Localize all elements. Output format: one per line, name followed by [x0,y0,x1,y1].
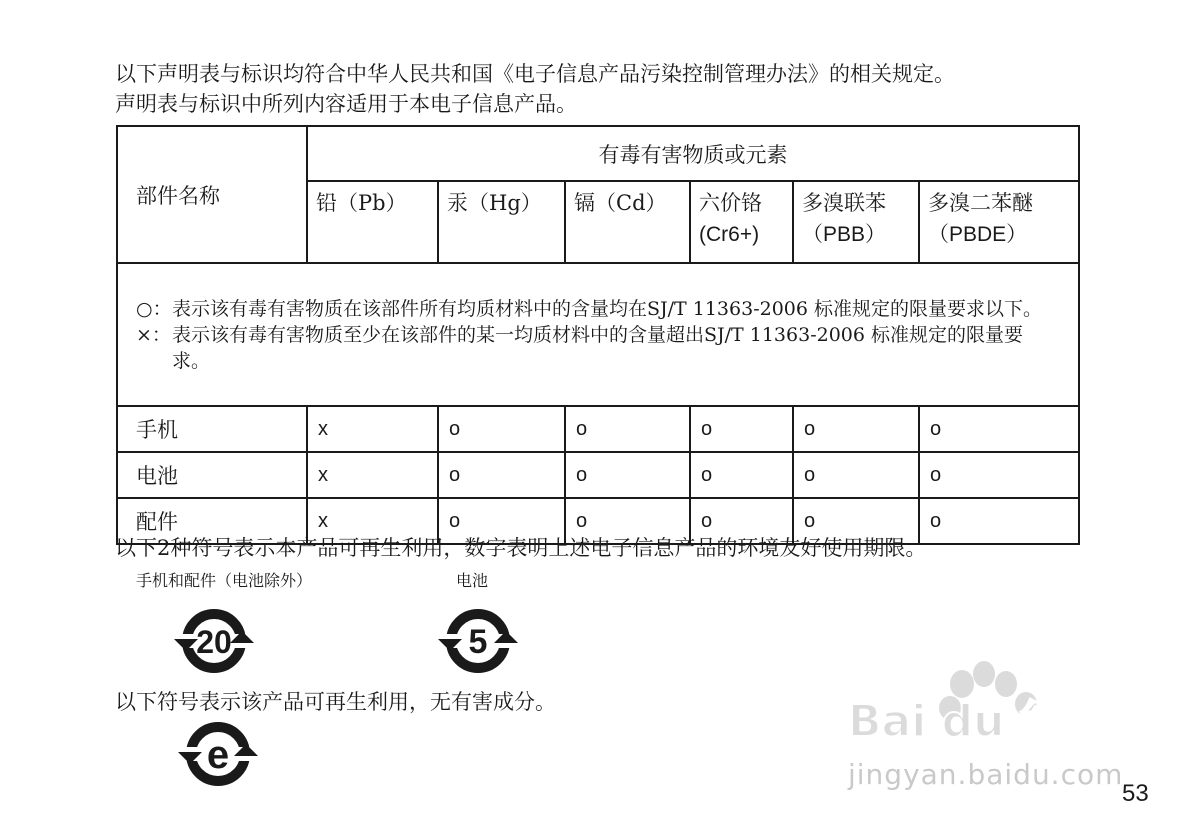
part-name: 配件 [117,498,307,544]
note-compliant [136,296,1060,322]
harmless-caption: 以下符号表示该产品可再生利用，无有害成分。 [115,690,556,714]
value-cell: o [690,406,793,452]
part-name: 电池 [117,452,307,498]
battery-label: 电池 [456,571,489,590]
value-cell: x [307,452,438,498]
svg-text:20: 20 [196,624,232,660]
environment-e-icon [172,717,264,795]
intro-line-2: 声明表与标识中所列内容适用于本电子信息产品。 [115,92,577,116]
note-exceeds [136,322,1060,374]
value-cell: o [438,452,565,498]
substance-header: 镉（Cd） [565,181,690,263]
substance-header: 汞（Hg） [438,181,565,263]
baidu-watermark [838,640,1128,754]
value-cell: o [565,452,690,498]
substance-header: 多溴联苯 （PBB） [793,181,919,263]
substance-header: 铅（Pb） [307,181,438,263]
value-cell: o [919,498,1079,544]
svg-text:5: 5 [468,623,488,661]
value-cell: x [307,498,438,544]
value-cell: o [690,452,793,498]
value-cell: o [919,452,1079,498]
value-cell: o [438,498,565,544]
table-row [117,452,1079,498]
value-cell: o [690,498,793,544]
page-number: 53 [1122,780,1149,807]
cross-symbol: ×： [136,323,171,346]
note-text: 表示该有毒有害物质至少在该部件的某一均质材料中的含量超出SJ/T 11363-2006 标准规定的限量要求。 [172,323,1024,372]
substance-header: 多溴二苯醚 （PBDE） [919,181,1079,263]
substance-group-header: 有毒有害物质或元素 [307,126,1079,181]
table-row [117,406,1079,452]
recycle-caption: 以下2种符号表示本产品可再生利用，数字表明上述电子信息产品的环境友好使用期限。 [115,536,927,560]
circle-symbol: ○： [136,297,172,320]
phone-accessory-label: 手机和配件（电池除外） [136,571,313,590]
legend-notes [117,263,1079,406]
watermark-url: jingyan.baidu.com [848,758,1124,791]
value-cell: o [565,406,690,452]
part-name: 手机 [117,406,307,452]
efup-5-icon [432,604,524,682]
hazardous-substance-table [116,125,1080,545]
part-name-header: 部件名称 [117,126,307,263]
substance-header: 六价铬 (Cr6+) [690,181,793,263]
value-cell: o [793,452,919,498]
note-text: 表示该有毒有害物质在该部件所有均质材料中的含量均在SJ/T 11363-2006 标准规定的限量要求以下。 [172,297,1043,320]
svg-text:e: e [206,733,230,777]
intro-line-1: 以下声明表与标识均符合中华人民共和国《电子信息产品污染控制管理办法》的相关规定。 [115,62,955,86]
value-cell: o [919,406,1079,452]
value-cell: o [793,406,919,452]
value-cell: o [793,498,919,544]
value-cell: x [307,406,438,452]
svg-text:Bai du 经验: Bai du 经验 [848,696,1108,747]
value-cell: o [438,406,565,452]
efup-20-icon [168,604,260,682]
value-cell: o [565,498,690,544]
